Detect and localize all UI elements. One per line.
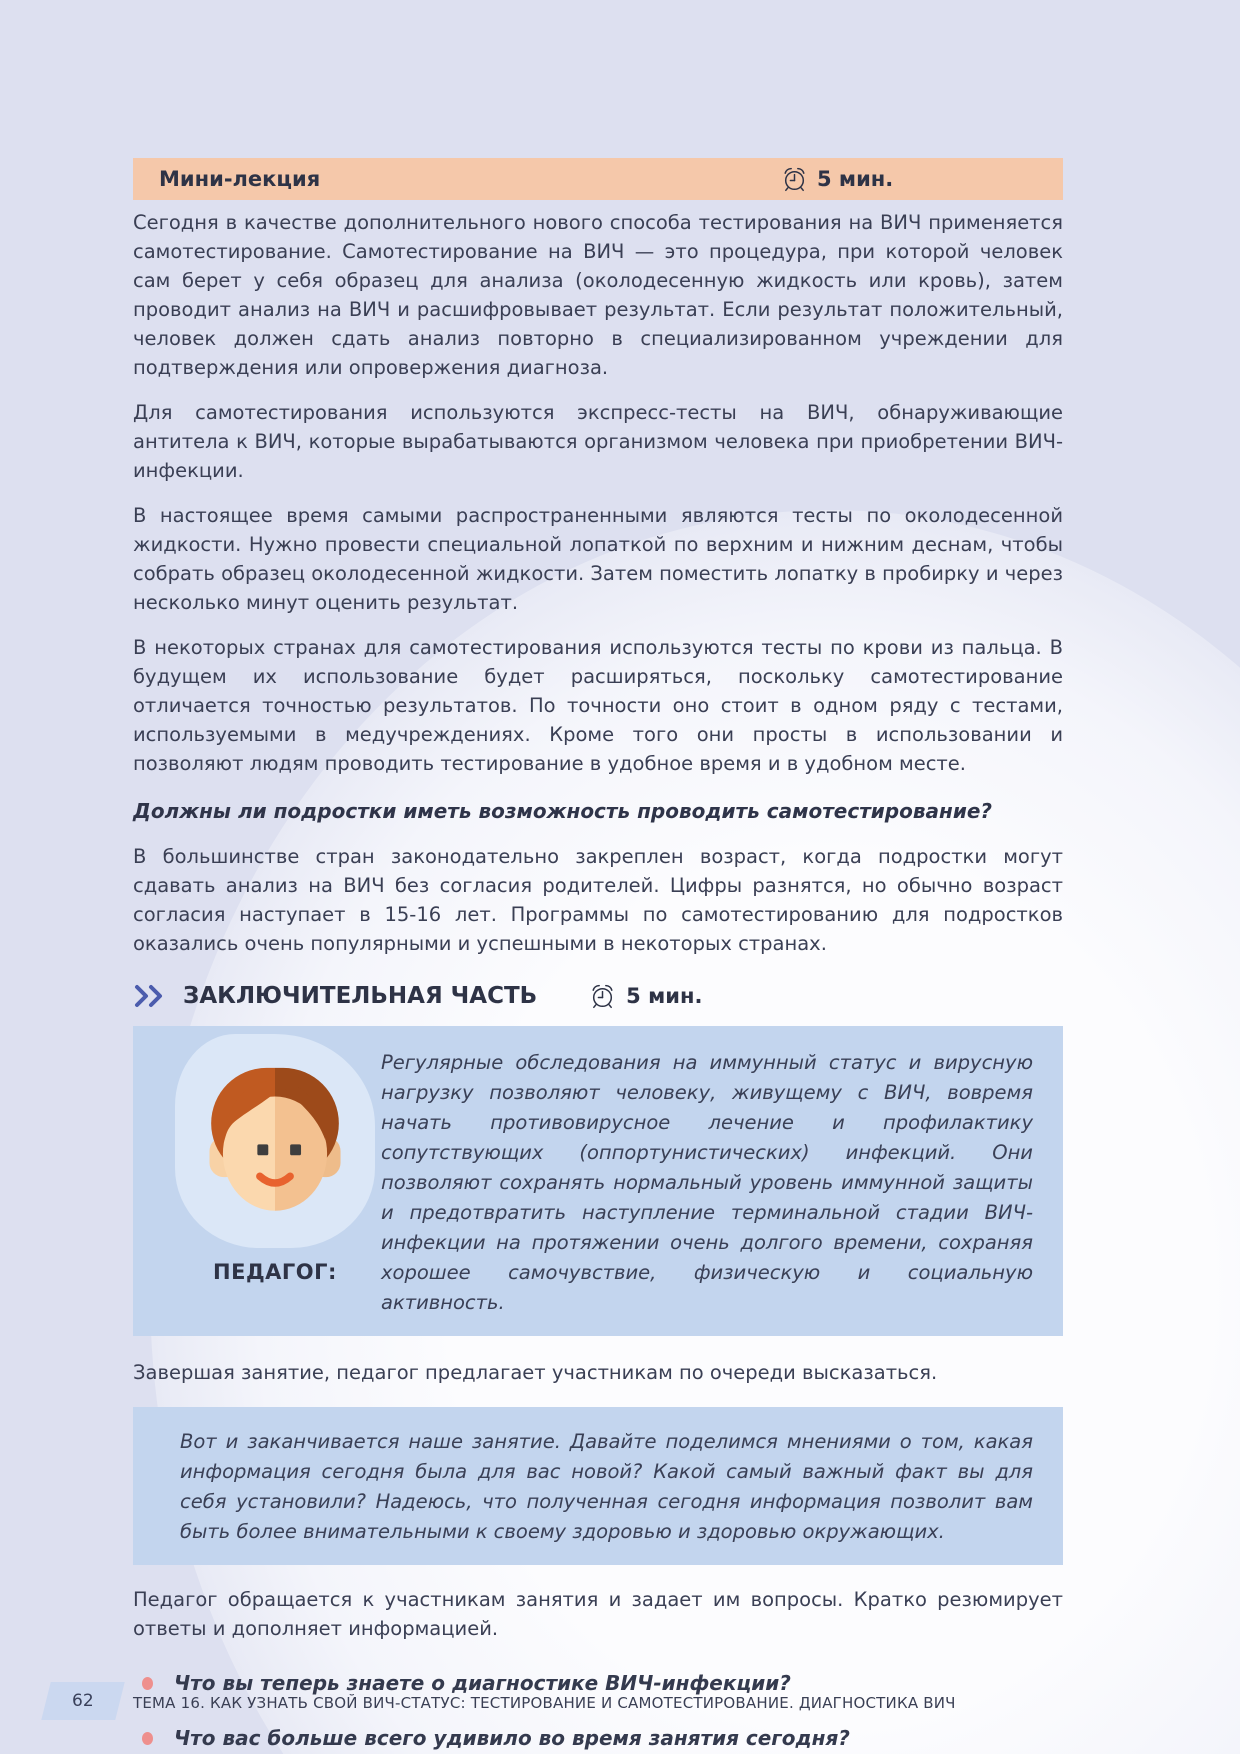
paragraph: В большинстве стран законодательно закреплен возраст, когда подростки могут сдавать анализ на ВИЧ без согласия родителей. Цифры разнятся, но обычно возраст согласия наступает в 15-16 лет. Программы по самотестированию для подростков оказались очень популярными и успешными в некоторых странах. — [133, 845, 1063, 955]
teacher-avatar — [175, 1034, 375, 1248]
quote-text: Вот и заканчивается наше занятие. Давайте поделимся мнениями о том, какая информация сегодня была для вас новой? Какой самый важный факт вы для себя установили? Надеюсь, что полученная сегодня информация позволит вам быть более внимательными к своему здоровью и здоровью окружающих. — [180, 1429, 1033, 1543]
teacher-avatar-column — [175, 1034, 375, 1318]
question-heading: Должны ли подростки иметь возможность проводить самотестирование? — [133, 799, 993, 823]
final-section-title: ЗАКЛЮЧИТЕЛЬНАЯ ЧАСТЬ — [183, 983, 538, 1009]
page-number-badge — [41, 1682, 124, 1720]
alarm-clock-icon — [589, 983, 616, 1010]
teacher-box — [133, 1026, 1063, 1336]
bullet-text: Что вы теперь знаете о диагностике ВИЧ-инфекции? — [174, 1670, 791, 1695]
paragraph: Для самотестирования используются экспресс-тесты на ВИЧ, обнаруживающие антитела к ВИЧ, которые вырабатываются организмом человека при приобретении ВИЧ-инфекции. — [133, 401, 1063, 482]
teacher-face-icon — [191, 1051, 359, 1231]
final-section-heading — [133, 978, 1063, 1014]
mini-lecture-title: Мини-лекция — [159, 167, 321, 191]
footer-title: ТЕМА 16. КАК УЗНАТЬ СВОЙ ВИЧ-СТАТУС: ТЕСТИРОВАНИЕ И САМОТЕСТИРОВАНИЕ. ДИАГНОСТИКА ВИЧ — [133, 1694, 956, 1712]
chevrons-icon — [133, 984, 169, 1008]
quote-box — [133, 1407, 1063, 1565]
mini-lecture-duration — [781, 166, 893, 193]
bullet-text: Что вас больше всего удивило во время занятия сегодня? — [174, 1725, 850, 1750]
teacher-speech: Регулярные обследования на иммунный статус и вирусную нагрузку позволяют человеку, живущему с ВИЧ, вовремя начать противовирусное лечение и профилактику сопутствующих (оппортунистических) инфекций. Они позволяют сохранять нормальный уровень иммунной защиты и предотвратить наступление терминальной стадии ВИЧ-инфекции на протяжении очень долгого времени, сохраняя хорошее самочувствие, физическую и социальную активность. — [381, 1051, 1033, 1314]
paragraph: Сегодня в качестве дополнительного нового способа тестирования на ВИЧ применяется самотестирование. Самотестирование на ВИЧ — это процедура, при которой человек сам берет у себя образец для анализа (околодесенную жидкость или кровь), затем проводит анализ на ВИЧ и расшифровывает результат. Если результат положительный, человек должен сдать анализ повторно в специализированном учреждении для подтверждения или опровержения диагноза. — [133, 211, 1063, 379]
final-section-duration — [589, 983, 702, 1010]
paragraph: В настоящее время самыми распространенными являются тесты по околодесенной жидкости. Нужно провести специальной лопаткой по верхним и нижним деснам, чтобы собрать образец околодесенной жидкости. Затем поместить лопатку в пробирку и через несколько минут оценить результат. — [133, 504, 1063, 614]
page-number: 62 — [72, 1691, 94, 1711]
duration-label: 5 мин. — [817, 167, 894, 191]
teacher-label: ПЕДАГОГ: — [213, 1260, 337, 1284]
mini-lecture-bar — [133, 158, 1063, 200]
bullet-dot-icon — [142, 1732, 153, 1745]
actions-paragraph: Педагог обращается к участникам занятия и задает им вопросы. Кратко резюмирует ответы и дополняет информацией. — [133, 1587, 1063, 1640]
closing-line: Завершая занятие, педагог предлагает участникам по очереди высказаться. — [133, 1361, 938, 1384]
alarm-clock-icon — [781, 166, 808, 193]
paragraph: В некоторых странах для самотестирования используются тесты по крови из пальца. В будущем их использование будет расширяться, поскольку самотестирование отличается точностью результатов. По точности оно стоит в одном ряду с тестами, используемыми в медучреждениях. Кроме того они просты в использовании и позволяют людям проводить тестирование в удобное время и в удобном месте. — [133, 636, 1063, 775]
duration-label: 5 мин. — [626, 984, 703, 1008]
bullet-dot-icon — [142, 1677, 153, 1690]
page-content — [133, 0, 1063, 1753]
list-item — [133, 1724, 1063, 1753]
